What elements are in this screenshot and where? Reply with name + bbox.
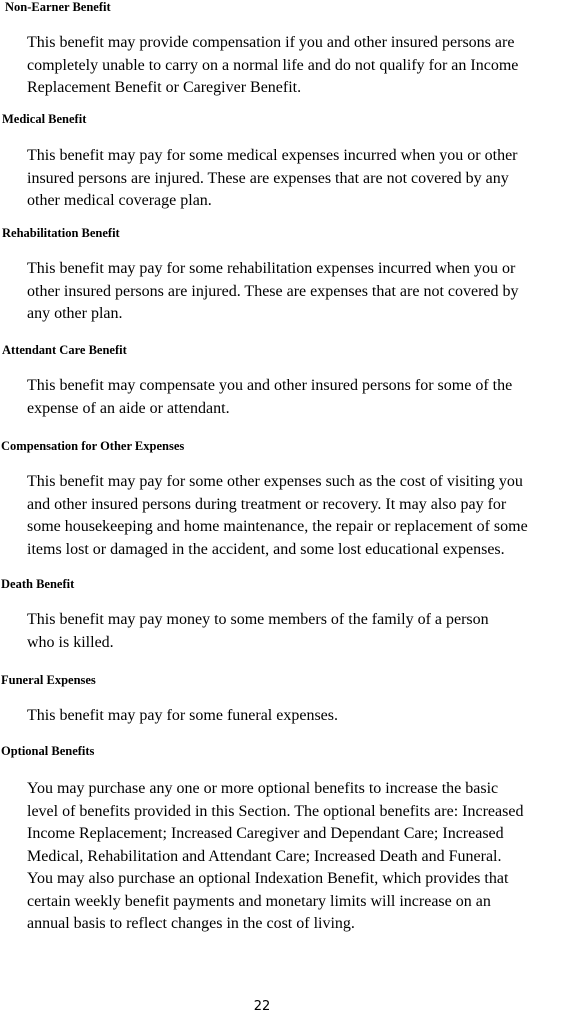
section-paragraph-compensation-other-expenses xyxy=(27,471,528,561)
paragraph-line: certain weekly benefit payments and monetary limits will increase on an xyxy=(27,892,491,910)
section-paragraph-optional-benefits xyxy=(27,778,523,936)
paragraph-line: annual basis to reflect changes in the cost of living. xyxy=(27,915,355,932)
section-heading-funeral-expenses: Funeral Expenses xyxy=(1,673,96,687)
section-paragraph-medical-benefit xyxy=(27,145,518,213)
paragraph-line: Replacement Benefit or Caregiver Benefit. xyxy=(27,79,302,96)
paragraph-line: Income Replacement; Increased Caregiver and Dependant Care; Increased xyxy=(27,825,504,842)
section-paragraph-death-benefit xyxy=(27,609,489,654)
section-heading-compensation-other-expenses: Compensation for Other Expenses xyxy=(1,439,185,453)
paragraph-line: level of benefits provided in this Section. The optional benefits are: Increased xyxy=(27,802,524,820)
paragraph-line: other medical coverage plan. xyxy=(27,192,212,209)
paragraph-line: who is killed. xyxy=(27,633,114,651)
section-paragraph-attendant-care-benefit xyxy=(27,375,512,420)
paragraph-line: You may also purchase an optional Indexation Benefit, which provides that xyxy=(27,870,509,887)
paragraph-line: This benefit may compensate you and other insured persons for some of the xyxy=(27,377,513,394)
paragraph-line: This benefit may provide compensation if you and other insured persons are xyxy=(27,34,515,51)
paragraph-line: completely unable to carry on a normal life and do not qualify for an Income xyxy=(27,56,519,74)
paragraph-line: This benefit may pay money to some members of the family of a person xyxy=(27,611,489,628)
paragraph-line: You may purchase any one or more optional benefits to increase the basic xyxy=(27,780,499,797)
paragraph-line: This benefit may pay for some other expenses such as the cost of visiting you xyxy=(27,473,523,490)
paragraph-line: This benefit may pay for some medical expenses incurred when you or other xyxy=(27,147,518,164)
section-heading-death-benefit: Death Benefit xyxy=(1,577,75,591)
paragraph-line: expense of an aide or attendant. xyxy=(27,399,230,417)
paragraph-line: items lost or damaged in the accident, and some lost educational expenses. xyxy=(27,540,505,558)
paragraph-line: and other insured persons during treatment or recovery. It may also pay for xyxy=(27,495,507,513)
section-heading-rehabilitation-benefit: Rehabilitation Benefit xyxy=(2,226,120,240)
paragraph-line: some housekeeping and home maintenance, the repair or replacement of some xyxy=(27,518,528,535)
section-paragraph-non-earner-benefit xyxy=(27,32,518,100)
section-heading-non-earner-benefit: Non-Earner Benefit xyxy=(5,0,111,14)
paragraph-line: any other plan. xyxy=(27,305,123,322)
paragraph-line: other insured persons are injured. These are expenses that are not covered by xyxy=(27,282,519,300)
section-paragraph-funeral-expenses xyxy=(27,705,338,728)
section-heading-medical-benefit: Medical Benefit xyxy=(2,112,87,126)
paragraph-line: This benefit may pay for some funeral expenses. xyxy=(27,707,339,724)
section-heading-optional-benefits: Optional Benefits xyxy=(1,744,95,758)
paragraph-line: insured persons are injured. These are expenses that are not covered by any xyxy=(27,169,509,187)
paragraph-line: This benefit may pay for some rehabilitation expenses incurred when you or xyxy=(27,260,516,277)
paragraph-line: Medical, Rehabilitation and Attendant Care; Increased Death and Funeral. xyxy=(27,847,502,865)
section-paragraph-rehabilitation-benefit xyxy=(27,258,519,326)
page-number: 22 xyxy=(253,999,271,1014)
section-heading-attendant-care-benefit: Attendant Care Benefit xyxy=(2,343,127,357)
